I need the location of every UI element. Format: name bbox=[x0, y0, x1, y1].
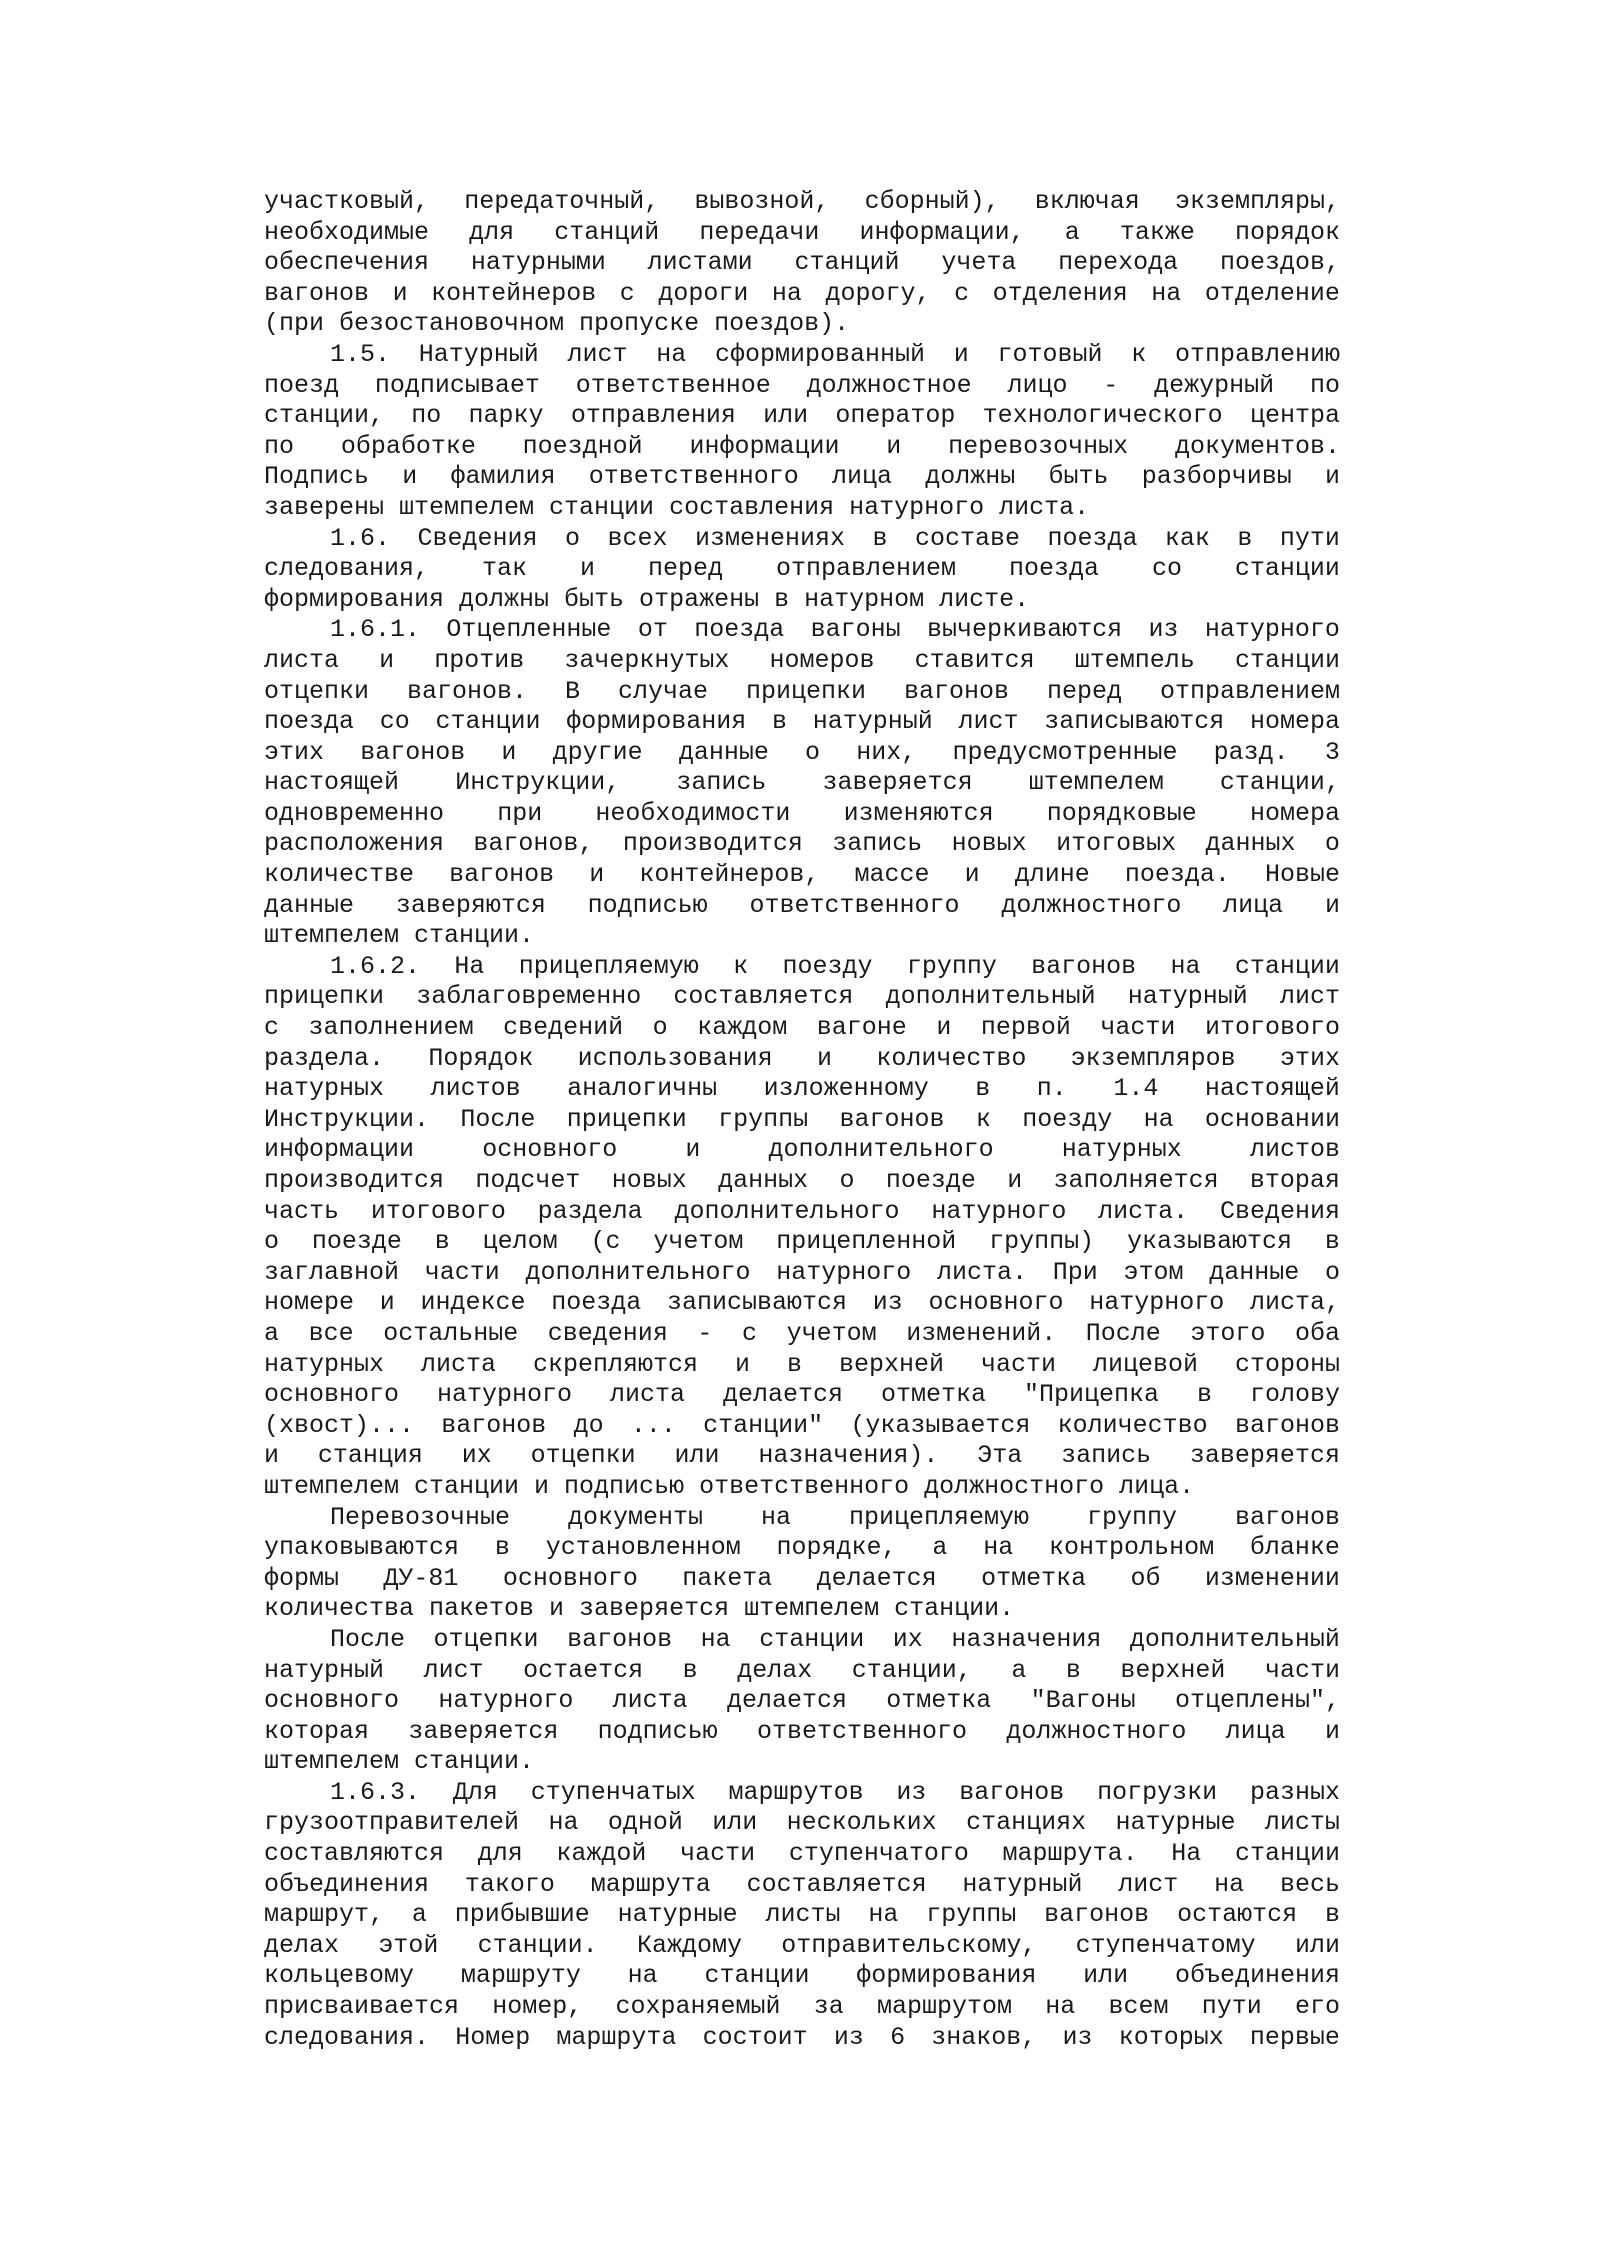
text-line: маршрут, а прибывшие натурные листы на группы вагонов остаются в bbox=[264, 1900, 1340, 1930]
text-line: заверены штемпелем станции составления натурного листа. bbox=[264, 492, 1090, 522]
text-line: номере и индексе поезда записываются из основного натурного листа, bbox=[264, 1288, 1340, 1318]
text-line: кольцевому маршруту на станции формирования или объединения bbox=[264, 1961, 1340, 1991]
text-line: отцепки вагонов. В случае прицепки вагонов перед отправлением bbox=[264, 676, 1340, 706]
text-line: (хвост)... вагонов до ... станции" (указывается количество вагонов bbox=[264, 1410, 1340, 1440]
text-line: информации основного и дополнительного натурных листов bbox=[264, 1135, 1340, 1165]
text-line: упаковываются в установленном порядке, а на контрольном бланке bbox=[264, 1533, 1340, 1563]
text-line: натурный лист остается в делах станции, а в верхней части bbox=[264, 1655, 1340, 1685]
text-line: поезд подписывает ответственное должностное лицо - дежурный по bbox=[264, 370, 1340, 400]
text-line: прицепки заблаговременно составляется дополнительный натурный лист bbox=[264, 982, 1340, 1012]
text-line: После отцепки вагонов на станции их назначения дополнительный bbox=[330, 1624, 1340, 1654]
text-line: следования, так и перед отправлением поезда со станции bbox=[264, 554, 1340, 584]
text-line: натурных листа скрепляются и в верхней части лицевой стороны bbox=[264, 1349, 1340, 1379]
text-line: формы ДУ-81 основного пакета делается отметка об изменении bbox=[264, 1563, 1340, 1593]
text-line: и станция их отцепки или назначения). Эта запись заверяется bbox=[264, 1441, 1340, 1471]
text-line: 1.5. Натурный лист на сформированный и готовый к отправлению bbox=[330, 339, 1340, 369]
text-line: которая заверяется подписью ответственного должностного лица и bbox=[264, 1716, 1340, 1746]
text-line: 1.6.2. На прицепляемую к поезду группу вагонов на станции bbox=[330, 951, 1340, 981]
text-line: составляются для каждой части ступенчатого маршрута. На станции bbox=[264, 1839, 1340, 1869]
text-line: делах этой станции. Каждому отправительскому, ступенчатому или bbox=[264, 1930, 1340, 1960]
text-line: одновременно при необходимости изменяются порядковые номера bbox=[264, 798, 1340, 828]
text-line: раздела. Порядок использования и количество экземпляров этих bbox=[264, 1043, 1340, 1073]
text-line: настоящей Инструкции, запись заверяется штемпелем станции, bbox=[264, 768, 1340, 798]
text-line: количества пакетов и заверяется штемпелем станции. bbox=[264, 1594, 1015, 1624]
text-line: станции, по парку отправления или оператор технологического центра bbox=[264, 401, 1340, 431]
text-line: данные заверяются подписью ответственного должностного лица и bbox=[264, 890, 1340, 920]
text-line: следования. Номер маршрута состоит из 6 знаков, из которых первые bbox=[264, 2022, 1340, 2052]
text-line: Подпись и фамилия ответственного лица должны быть разборчивы и bbox=[264, 462, 1340, 492]
text-line: объединения такого маршрута составляется натурный лист на весь bbox=[264, 1869, 1340, 1899]
text-line: часть итогового раздела дополнительного натурного листа. Сведения bbox=[264, 1196, 1340, 1226]
text-line: штемпелем станции и подписью ответственного должностного лица. bbox=[264, 1471, 1195, 1501]
text-line: 1.6.3. Для ступенчатых маршрутов из вагонов погрузки разных bbox=[330, 1777, 1340, 1807]
text-line: расположения вагонов, производится запись новых итоговых данных о bbox=[264, 829, 1340, 859]
text-line: заглавной части дополнительного натурного листа. При этом данные о bbox=[264, 1257, 1340, 1287]
text-line: основного натурного листа делается отметка "Прицепка в голову bbox=[264, 1380, 1340, 1410]
text-line: а все остальные сведения - с учетом изменений. После этого оба bbox=[264, 1318, 1340, 1348]
text-line: количестве вагонов и контейнеров, массе и длине поезда. Новые bbox=[264, 860, 1340, 890]
text-line: основного натурного листа делается отметка "Вагоны отцеплены", bbox=[264, 1686, 1340, 1716]
text-line: 1.6. Сведения о всех изменениях в составе поезда как в пути bbox=[330, 523, 1340, 553]
text-line: необходимые для станций передачи информации, а также порядок bbox=[264, 217, 1340, 247]
text-line: с заполнением сведений о каждом вагоне и первой части итогового bbox=[264, 1013, 1340, 1043]
text-line: грузоотправителей на одной или нескольких станциях натурные листы bbox=[264, 1808, 1340, 1838]
text-line: формирования должны быть отражены в натурном листе. bbox=[264, 584, 1030, 614]
text-line: о поезде в целом (с учетом прицепленной группы) указываются в bbox=[264, 1227, 1340, 1257]
text-line: по обработке поездной информации и перевозочных документов. bbox=[264, 431, 1340, 461]
text-line: поезда со станции формирования в натурный лист записываются номера bbox=[264, 707, 1340, 737]
text-line: производится подсчет новых данных о поезде и заполняется вторая bbox=[264, 1166, 1340, 1195]
text-line: Инструкции. После прицепки группы вагонов к поезду на основании bbox=[264, 1104, 1340, 1134]
document-body-text bbox=[264, 187, 1340, 2053]
text-line: Перевозочные документы на прицепляемую группу вагонов bbox=[330, 1502, 1340, 1532]
text-line: штемпелем станции. bbox=[264, 1747, 535, 1777]
text-line: этих вагонов и другие данные о них, предусмотренные разд. 3 bbox=[264, 737, 1340, 767]
text-line: штемпелем станции. bbox=[264, 921, 535, 951]
text-line: обеспечения натурными листами станций учета перехода поездов, bbox=[264, 248, 1340, 278]
text-line: (при безостановочном пропуске поездов). bbox=[264, 309, 850, 339]
text-line: 1.6.1. Отцепленные от поезда вагоны вычеркиваются из натурного bbox=[330, 615, 1340, 645]
text-line: листа и против зачеркнутых номеров ставится штемпель станции bbox=[264, 645, 1340, 675]
text-line: участковый, передаточный, вывозной, сборный), включая экземпляры, bbox=[264, 187, 1340, 216]
text-line: присваивается номер, сохраняемый за маршрутом на всем пути его bbox=[264, 1992, 1340, 2022]
text-line: натурных листов аналогичны изложенному в п. 1.4 настоящей bbox=[264, 1074, 1340, 1104]
text-line: вагонов и контейнеров с дороги на дорогу, с отделения на отделение bbox=[264, 278, 1340, 308]
